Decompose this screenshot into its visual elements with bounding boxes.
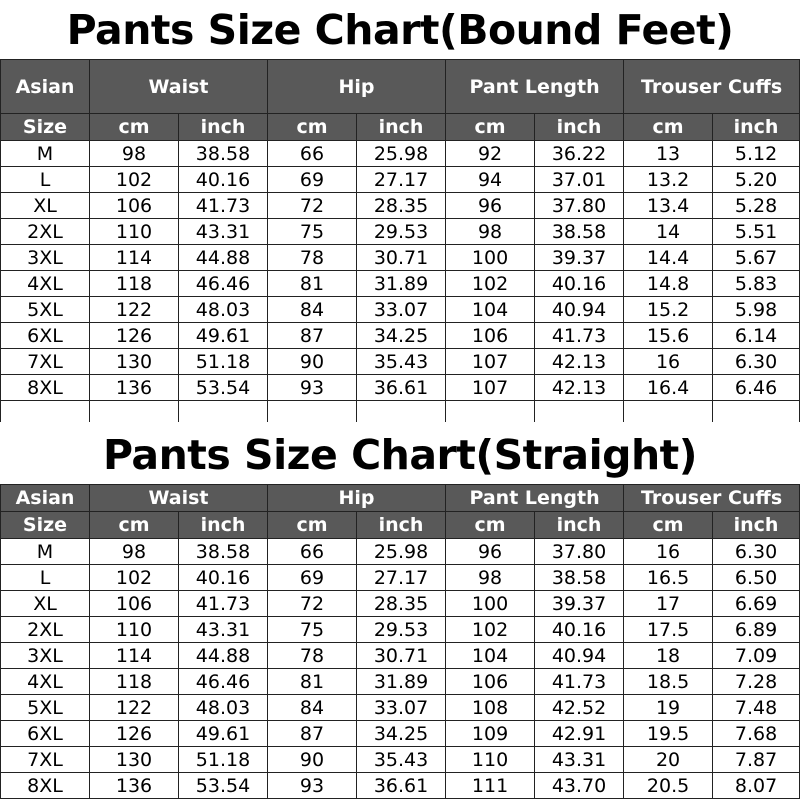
value-cell: 37.01 xyxy=(535,167,624,193)
unit-header: cm xyxy=(624,512,713,539)
header-hip: Hip xyxy=(268,60,446,114)
value-cell: 130 xyxy=(90,747,179,773)
unit-header: inch xyxy=(535,114,624,141)
value-cell: 48.03 xyxy=(179,695,268,721)
value-cell: 36.61 xyxy=(357,773,446,799)
size-cell: 7XL xyxy=(1,747,90,773)
value-cell: 40.16 xyxy=(535,617,624,643)
value-cell: 27.17 xyxy=(357,167,446,193)
size-cell: XL xyxy=(1,591,90,617)
value-cell: 114 xyxy=(90,245,179,271)
value-cell: 31.89 xyxy=(357,669,446,695)
value-cell: 84 xyxy=(268,695,357,721)
value-cell: 43.31 xyxy=(179,617,268,643)
unit-header-size: Size xyxy=(1,114,90,141)
value-cell: 37.80 xyxy=(535,539,624,565)
value-cell: 38.58 xyxy=(179,539,268,565)
value-cell: 14 xyxy=(624,219,713,245)
value-cell: 87 xyxy=(268,721,357,747)
value-cell: 114 xyxy=(90,643,179,669)
value-cell: 35.43 xyxy=(357,349,446,375)
value-cell: 81 xyxy=(268,271,357,297)
value-cell: 5.51 xyxy=(713,219,800,245)
table-row xyxy=(1,617,800,643)
value-cell: 6.14 xyxy=(713,323,800,349)
header-pant-length: Pant Length xyxy=(446,60,624,114)
value-cell: 38.58 xyxy=(179,141,268,167)
value-cell: 110 xyxy=(90,617,179,643)
value-cell: 29.53 xyxy=(357,219,446,245)
value-cell: 30.71 xyxy=(357,245,446,271)
value-cell: 110 xyxy=(90,219,179,245)
value-cell: 44.88 xyxy=(179,643,268,669)
blank-row xyxy=(1,401,800,423)
value-cell: 35.43 xyxy=(357,747,446,773)
value-cell: 49.61 xyxy=(179,721,268,747)
unit-header: inch xyxy=(713,512,800,539)
size-cell: 4XL xyxy=(1,271,90,297)
value-cell: 40.16 xyxy=(535,271,624,297)
unit-header: inch xyxy=(713,114,800,141)
header-trouser-cuffs: Trouser Cuffs xyxy=(624,485,800,512)
size-cell: 3XL xyxy=(1,245,90,271)
value-cell: 6.69 xyxy=(713,591,800,617)
value-cell: 126 xyxy=(90,323,179,349)
size-cell: 4XL xyxy=(1,669,90,695)
value-cell: 5.12 xyxy=(713,141,800,167)
value-cell: 7.28 xyxy=(713,669,800,695)
value-cell: 51.18 xyxy=(179,349,268,375)
value-cell: 16.5 xyxy=(624,565,713,591)
value-cell: 41.73 xyxy=(179,193,268,219)
size-cell: 5XL xyxy=(1,297,90,323)
table-body xyxy=(1,141,800,401)
value-cell: 41.73 xyxy=(179,591,268,617)
value-cell: 17 xyxy=(624,591,713,617)
unit-header: cm xyxy=(446,512,535,539)
unit-header: inch xyxy=(179,512,268,539)
value-cell: 126 xyxy=(90,721,179,747)
value-cell: 34.25 xyxy=(357,323,446,349)
table-row xyxy=(1,565,800,591)
value-cell: 66 xyxy=(268,141,357,167)
value-cell: 87 xyxy=(268,323,357,349)
size-cell: M xyxy=(1,141,90,167)
value-cell: 48.03 xyxy=(179,297,268,323)
value-cell: 20.5 xyxy=(624,773,713,799)
table-row xyxy=(1,773,800,799)
value-cell: 46.46 xyxy=(179,271,268,297)
unit-header: cm xyxy=(90,512,179,539)
size-cell: L xyxy=(1,167,90,193)
size-cell: 7XL xyxy=(1,349,90,375)
value-cell: 90 xyxy=(268,349,357,375)
value-cell: 81 xyxy=(268,669,357,695)
chart-title: Pants Size Chart(Straight) xyxy=(102,431,698,479)
value-cell: 38.58 xyxy=(535,565,624,591)
table-row xyxy=(1,167,800,193)
chart-title: Pants Size Chart(Bound Feet) xyxy=(66,6,734,54)
value-cell: 92 xyxy=(446,141,535,167)
value-cell: 43.31 xyxy=(179,219,268,245)
header-hip: Hip xyxy=(268,485,446,512)
value-cell: 106 xyxy=(446,669,535,695)
value-cell: 13 xyxy=(624,141,713,167)
value-cell: 31.89 xyxy=(357,271,446,297)
value-cell: 46.46 xyxy=(179,669,268,695)
value-cell: 15.6 xyxy=(624,323,713,349)
value-cell: 42.91 xyxy=(535,721,624,747)
value-cell: 30.71 xyxy=(357,643,446,669)
size-cell: XL xyxy=(1,193,90,219)
table-body xyxy=(1,539,800,799)
table-row xyxy=(1,297,800,323)
value-cell: 37.80 xyxy=(535,193,624,219)
value-cell: 75 xyxy=(268,219,357,245)
value-cell: 93 xyxy=(268,375,357,401)
value-cell: 69 xyxy=(268,167,357,193)
unit-header: inch xyxy=(535,512,624,539)
value-cell: 6.89 xyxy=(713,617,800,643)
table-row xyxy=(1,193,800,219)
unit-header-row xyxy=(1,114,800,141)
value-cell: 66 xyxy=(268,539,357,565)
size-cell: M xyxy=(1,539,90,565)
value-cell: 16 xyxy=(624,539,713,565)
value-cell: 98 xyxy=(446,565,535,591)
value-cell: 36.61 xyxy=(357,375,446,401)
value-cell: 122 xyxy=(90,695,179,721)
value-cell: 15.2 xyxy=(624,297,713,323)
value-cell: 84 xyxy=(268,297,357,323)
value-cell: 69 xyxy=(268,565,357,591)
value-cell: 41.73 xyxy=(535,669,624,695)
value-cell: 108 xyxy=(446,695,535,721)
size-cell: 8XL xyxy=(1,773,90,799)
value-cell: 78 xyxy=(268,643,357,669)
value-cell: 25.98 xyxy=(357,141,446,167)
value-cell: 6.46 xyxy=(713,375,800,401)
table-row xyxy=(1,747,800,773)
value-cell: 49.61 xyxy=(179,323,268,349)
value-cell: 17.5 xyxy=(624,617,713,643)
table-row xyxy=(1,245,800,271)
value-cell: 94 xyxy=(446,167,535,193)
value-cell: 98 xyxy=(90,539,179,565)
table-row xyxy=(1,539,800,565)
unit-header: cm xyxy=(624,114,713,141)
value-cell: 7.87 xyxy=(713,747,800,773)
value-cell: 5.83 xyxy=(713,271,800,297)
value-cell: 6.30 xyxy=(713,349,800,375)
table-row xyxy=(1,669,800,695)
value-cell: 5.28 xyxy=(713,193,800,219)
value-cell: 7.48 xyxy=(713,695,800,721)
size-cell: 2XL xyxy=(1,219,90,245)
value-cell: 42.13 xyxy=(535,349,624,375)
value-cell: 39.37 xyxy=(535,591,624,617)
value-cell: 36.22 xyxy=(535,141,624,167)
table-row xyxy=(1,695,800,721)
size-cell: 3XL xyxy=(1,643,90,669)
value-cell: 7.09 xyxy=(713,643,800,669)
value-cell: 20 xyxy=(624,747,713,773)
value-cell: 6.50 xyxy=(713,565,800,591)
table-row xyxy=(1,721,800,747)
size-cell: 6XL xyxy=(1,721,90,747)
value-cell: 19 xyxy=(624,695,713,721)
value-cell: 42.52 xyxy=(535,695,624,721)
value-cell: 102 xyxy=(446,617,535,643)
table-row xyxy=(1,591,800,617)
value-cell: 28.35 xyxy=(357,591,446,617)
value-cell: 110 xyxy=(446,747,535,773)
value-cell: 118 xyxy=(90,271,179,297)
value-cell: 42.13 xyxy=(535,375,624,401)
value-cell: 27.17 xyxy=(357,565,446,591)
value-cell: 40.94 xyxy=(535,297,624,323)
value-cell: 34.25 xyxy=(357,721,446,747)
value-cell: 96 xyxy=(446,539,535,565)
unit-header: cm xyxy=(90,114,179,141)
value-cell: 96 xyxy=(446,193,535,219)
value-cell: 18.5 xyxy=(624,669,713,695)
size-table xyxy=(0,484,800,799)
value-cell: 130 xyxy=(90,349,179,375)
value-cell: 13.2 xyxy=(624,167,713,193)
value-cell: 100 xyxy=(446,245,535,271)
unit-header-row xyxy=(1,512,800,539)
value-cell: 118 xyxy=(90,669,179,695)
value-cell: 16.4 xyxy=(624,375,713,401)
value-cell: 33.07 xyxy=(357,695,446,721)
value-cell: 40.94 xyxy=(535,643,624,669)
value-cell: 106 xyxy=(90,591,179,617)
value-cell: 44.88 xyxy=(179,245,268,271)
value-cell: 41.73 xyxy=(535,323,624,349)
header-pant-length: Pant Length xyxy=(446,485,624,512)
value-cell: 98 xyxy=(90,141,179,167)
table-row xyxy=(1,349,800,375)
value-cell: 16 xyxy=(624,349,713,375)
value-cell: 98 xyxy=(446,219,535,245)
value-cell: 122 xyxy=(90,297,179,323)
value-cell: 53.54 xyxy=(179,773,268,799)
unit-header-size: Size xyxy=(1,512,90,539)
table-row xyxy=(1,323,800,349)
value-cell: 102 xyxy=(90,565,179,591)
size-cell: 6XL xyxy=(1,323,90,349)
value-cell: 75 xyxy=(268,617,357,643)
value-cell: 136 xyxy=(90,773,179,799)
value-cell: 78 xyxy=(268,245,357,271)
value-cell: 104 xyxy=(446,643,535,669)
value-cell: 104 xyxy=(446,297,535,323)
group-header-row xyxy=(1,485,800,512)
table-row xyxy=(1,375,800,401)
value-cell: 51.18 xyxy=(179,747,268,773)
size-cell: 8XL xyxy=(1,375,90,401)
value-cell: 19.5 xyxy=(624,721,713,747)
value-cell: 33.07 xyxy=(357,297,446,323)
value-cell: 40.16 xyxy=(179,565,268,591)
value-cell: 38.58 xyxy=(535,219,624,245)
table-row xyxy=(1,271,800,297)
value-cell: 72 xyxy=(268,591,357,617)
table-row xyxy=(1,219,800,245)
value-cell: 111 xyxy=(446,773,535,799)
header-waist: Waist xyxy=(90,60,268,114)
value-cell: 6.30 xyxy=(713,539,800,565)
header-asian: Asian xyxy=(1,485,90,512)
unit-header: cm xyxy=(268,114,357,141)
header-waist: Waist xyxy=(90,485,268,512)
value-cell: 106 xyxy=(446,323,535,349)
value-cell: 43.70 xyxy=(535,773,624,799)
value-cell: 39.37 xyxy=(535,245,624,271)
value-cell: 102 xyxy=(90,167,179,193)
table-row xyxy=(1,141,800,167)
header-trouser-cuffs: Trouser Cuffs xyxy=(624,60,800,114)
unit-header: inch xyxy=(357,512,446,539)
value-cell: 93 xyxy=(268,773,357,799)
value-cell: 14.8 xyxy=(624,271,713,297)
value-cell: 5.20 xyxy=(713,167,800,193)
header-asian: Asian xyxy=(1,60,90,114)
value-cell: 136 xyxy=(90,375,179,401)
value-cell: 18 xyxy=(624,643,713,669)
group-header-row xyxy=(1,60,800,114)
value-cell: 25.98 xyxy=(357,539,446,565)
value-cell: 100 xyxy=(446,591,535,617)
value-cell: 5.67 xyxy=(713,245,800,271)
unit-header: inch xyxy=(357,114,446,141)
size-cell: 2XL xyxy=(1,617,90,643)
value-cell: 109 xyxy=(446,721,535,747)
unit-header: cm xyxy=(446,114,535,141)
value-cell: 14.4 xyxy=(624,245,713,271)
value-cell: 29.53 xyxy=(357,617,446,643)
value-cell: 53.54 xyxy=(179,375,268,401)
table-row xyxy=(1,643,800,669)
value-cell: 8.07 xyxy=(713,773,800,799)
value-cell: 72 xyxy=(268,193,357,219)
value-cell: 5.98 xyxy=(713,297,800,323)
unit-header: cm xyxy=(268,512,357,539)
value-cell: 107 xyxy=(446,375,535,401)
value-cell: 28.35 xyxy=(357,193,446,219)
value-cell: 102 xyxy=(446,271,535,297)
value-cell: 107 xyxy=(446,349,535,375)
size-table xyxy=(0,59,800,423)
value-cell: 90 xyxy=(268,747,357,773)
value-cell: 106 xyxy=(90,193,179,219)
value-cell: 40.16 xyxy=(179,167,268,193)
size-cell: L xyxy=(1,565,90,591)
size-cell: 5XL xyxy=(1,695,90,721)
value-cell: 43.31 xyxy=(535,747,624,773)
value-cell: 7.68 xyxy=(713,721,800,747)
value-cell: 13.4 xyxy=(624,193,713,219)
unit-header: inch xyxy=(179,114,268,141)
